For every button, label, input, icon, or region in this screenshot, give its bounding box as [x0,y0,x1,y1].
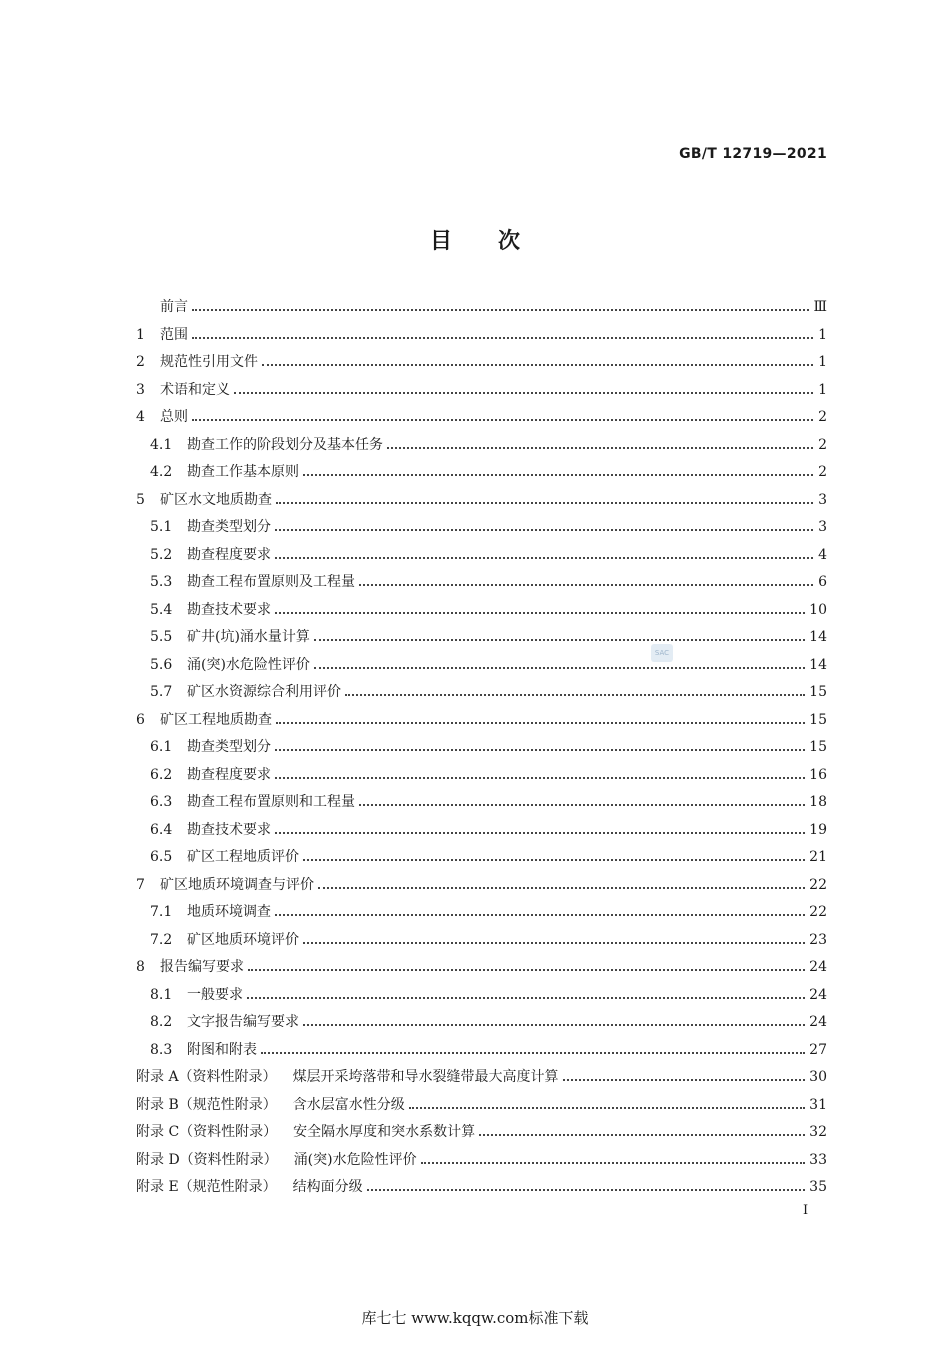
toc-entry[interactable] [136,459,827,487]
toc-entry-label: 勘查程度要求 [187,766,271,783]
toc-entry-label: 勘查类型划分 [187,739,271,755]
toc-entry-page: 10 [809,601,827,618]
toc-entry-label: 前言 [160,299,188,315]
toc-entry-label: 勘查工作的阶段划分及基本任务 [187,436,383,453]
toc-entry-label: 勘查工作基本原则 [187,464,299,480]
toc-entry-page: 2 [818,464,827,480]
toc-leader-dots [275,748,805,751]
toc-leader-dots [303,858,805,861]
toc-leader-dots [479,1133,805,1136]
toc-entry[interactable] [136,404,827,432]
toc-entry[interactable] [136,927,827,955]
toc-entry-page: 6 [818,574,827,590]
toc-entry-page: 23 [809,931,827,948]
toc-entry-label: 勘查程度要求 [187,546,271,563]
toc-entry-page: 15 [809,739,827,755]
toc-entry-label: 一般要求 [187,986,243,1003]
toc-entry-label: 安全隔水厚度和突水系数计算 [293,1124,476,1140]
toc-leader-dots [275,776,805,779]
toc-entry-label: 矿区水资源综合利用评价 [187,684,341,700]
toc-entry-label: 矿区工程地质评价 [187,849,299,865]
toc-entry-number: 8 [136,959,145,975]
toc-leader-dots [303,941,805,944]
toc-entry[interactable] [136,624,827,652]
toc-entry-label: 含水层富水性分级 [292,1096,405,1113]
toc-entry-number: 8.2 [150,1014,173,1030]
toc-leader-dots [192,308,809,311]
toc-entry-label: 涌(突)水危险性评价 [293,1151,417,1168]
toc-entry-number: 5.7 [150,684,173,700]
toc-entry-page: 14 [809,629,827,645]
toc-entry-page: 2 [818,409,827,425]
toc-leader-dots [303,1023,805,1026]
toc-leader-dots [261,1051,805,1054]
toc-entry-label: 煤层开采垮落带和导水裂缝带最大高度计算 [292,1069,559,1085]
toc-entry-number: 6.1 [150,739,173,755]
toc-entry[interactable] [136,734,827,762]
toc-entry-page: 1 [818,354,827,370]
toc-leader-dots [276,721,805,724]
toc-entry-number: 1 [136,326,145,343]
toc-entry-page: 30 [809,1069,827,1085]
toc-entry[interactable] [136,349,827,377]
table-of-contents [136,294,827,1202]
toc-entry-page: 24 [809,1014,827,1030]
toc-entry-label: 矿井(坑)涌水量计算 [187,629,310,645]
toc-entry-page: 22 [809,876,827,893]
toc-entry[interactable] [136,789,827,817]
toc-entry-label: 勘查技术要求 [187,601,271,618]
toc-leader-dots [275,611,805,614]
toc-entry-page: 32 [809,1124,827,1140]
toc-entry[interactable] [136,1119,827,1147]
toc-entry[interactable] [136,652,827,680]
toc-entry-label: 勘查技术要求 [187,821,271,838]
toc-entry-page: 14 [809,656,827,673]
toc-entry-label: 结构面分级 [292,1179,363,1195]
toc-entry-number: 5.2 [150,546,173,563]
toc-entry-number: 8.1 [150,986,173,1003]
toc-entry-page: 22 [809,904,827,920]
toc-entry-number: 5 [136,491,145,508]
toc-entry[interactable] [136,1009,827,1037]
toc-entry[interactable] [136,762,827,790]
watermark-logo: SAC [651,644,673,662]
toc-entry-number: 6.4 [150,821,173,838]
toc-leader-dots [276,501,813,504]
toc-entry-page: 4 [818,546,827,563]
toc-entry[interactable] [136,679,827,707]
toc-entry-number: 8.3 [150,1041,173,1058]
toc-entry-number: 6.2 [150,766,173,783]
toc-entry-label: 矿区地质环境评价 [187,931,299,948]
toc-entry-number: 5.1 [150,519,173,535]
toc-entry-label: 附图和附表 [187,1041,257,1058]
toc-entry-page: 16 [809,766,827,783]
toc-entry-page: 1 [818,326,827,343]
toc-entry-number: 2 [136,354,145,370]
toc-leader-dots [247,996,805,999]
toc-leader-dots [387,446,813,449]
toc-leader-dots [367,1188,806,1191]
toc-entry[interactable] [136,817,827,845]
toc-entry[interactable] [136,514,827,542]
toc-entry-page: 18 [809,794,827,810]
toc-entry-number: 6.3 [150,794,173,810]
toc-entry-number: 附录 C（资料性附录） [136,1124,278,1140]
toc-entry-label: 报告编写要求 [160,959,244,975]
page-number: I [803,1203,809,1218]
toc-entry[interactable] [136,954,827,982]
toc-leader-dots [409,1106,805,1109]
toc-entry-number: 5.6 [150,656,173,673]
footer-text: 库七七 www.kqqw.com标准下载 [361,1309,589,1327]
toc-leader-dots [345,693,805,696]
toc-entry[interactable] [136,569,827,597]
toc-entry-label: 勘查工程布置原则和工程量 [187,794,355,810]
toc-entry-page: 2 [818,436,827,453]
toc-entry-page: 24 [809,959,827,975]
toc-entry-label: 地质环境调查 [187,904,271,920]
toc-entry[interactable] [136,707,827,735]
toc-entry[interactable] [136,322,827,350]
toc-entry[interactable] [136,872,827,900]
toc-entry-number: 5.3 [150,574,173,590]
toc-leader-dots [275,556,813,559]
toc-entry[interactable] [136,432,827,460]
toc-entry-label: 勘查类型划分 [187,519,271,535]
toc-entry-number: 6 [136,711,145,728]
standard-code: GB/T 12719—2021 [679,146,827,162]
toc-leader-dots [192,336,813,339]
toc-entry[interactable] [136,1064,827,1092]
toc-leader-dots [248,968,805,971]
toc-entry-label: 矿区地质环境调查与评价 [160,876,314,893]
toc-entry[interactable] [136,1092,827,1120]
toc-entry-label: 规范性引用文件 [160,354,258,370]
toc-entry-number: 附录 E（规范性附录） [136,1179,277,1195]
toc-entry-label: 文字报告编写要求 [187,1014,299,1030]
toc-title: 目次 [429,228,566,254]
toc-entry-number: 附录 B（规范性附录） [136,1096,277,1113]
toc-entry[interactable] [136,1147,827,1175]
toc-leader-dots [359,803,805,806]
toc-entry-page: 15 [809,711,827,728]
toc-entry-number: 7.2 [150,931,173,948]
toc-entry[interactable] [136,1037,827,1065]
toc-leader-dots [275,913,805,916]
toc-entry-page: 24 [809,986,827,1003]
toc-entry-number: 附录 A（资料性附录） [136,1069,277,1085]
toc-entry[interactable] [136,542,827,570]
toc-entry-page: 35 [809,1179,827,1195]
toc-leader-dots [563,1078,806,1081]
toc-leader-dots [275,528,813,531]
toc-entry[interactable] [136,1174,827,1202]
toc-entry-label: 勘查工程布置原则及工程量 [187,574,355,590]
toc-entry-number: 4.1 [150,436,173,453]
toc-entry[interactable] [136,982,827,1010]
toc-leader-dots [234,391,813,394]
toc-entry[interactable] [136,597,827,625]
toc-entry-label: 范围 [160,326,188,343]
toc-leader-dots [303,473,813,476]
toc-leader-dots [421,1161,806,1164]
toc-leader-dots [314,638,805,641]
toc-entry[interactable] [136,899,827,927]
toc-entry[interactable] [136,294,827,322]
toc-entry[interactable] [136,844,827,872]
toc-entry-page: Ⅲ [813,299,827,315]
toc-entry-label: 术语和定义 [160,381,230,398]
toc-entry-page: 33 [809,1151,827,1168]
toc-entry-number: 5.5 [150,629,173,645]
toc-entry-label: 矿区工程地质勘查 [160,711,272,728]
toc-entry-page: 3 [818,491,827,508]
toc-leader-dots [359,583,813,586]
toc-entry[interactable] [136,487,827,515]
toc-leader-dots [192,418,813,421]
toc-entry-page: 1 [818,381,827,398]
toc-leader-dots [275,831,805,834]
toc-entry-number: 7 [136,876,145,893]
toc-entry-page: 31 [809,1096,827,1113]
toc-leader-dots [262,363,813,366]
toc-entry-number: 5.4 [150,601,173,618]
toc-entry-page: 27 [809,1041,827,1058]
toc-entry-number: 6.5 [150,849,173,865]
toc-entry-label: 矿区水文地质勘查 [160,491,272,508]
toc-entry-label: 总则 [160,409,188,425]
toc-entry[interactable] [136,377,827,405]
toc-entry-label: 涌(突)水危险性评价 [187,656,310,673]
toc-entry-page: 15 [809,684,827,700]
toc-entry-number: 4.2 [150,464,173,480]
toc-leader-dots [314,666,805,669]
toc-entry-page: 21 [809,849,827,865]
toc-entry-number: 3 [136,381,145,398]
toc-entry-number: 附录 D（资料性附录） [136,1151,278,1168]
toc-entry-page: 19 [809,821,827,838]
toc-leader-dots [318,886,805,889]
toc-entry-page: 3 [818,519,827,535]
toc-entry-number: 7.1 [150,904,173,920]
toc-entry-number: 4 [136,409,145,425]
